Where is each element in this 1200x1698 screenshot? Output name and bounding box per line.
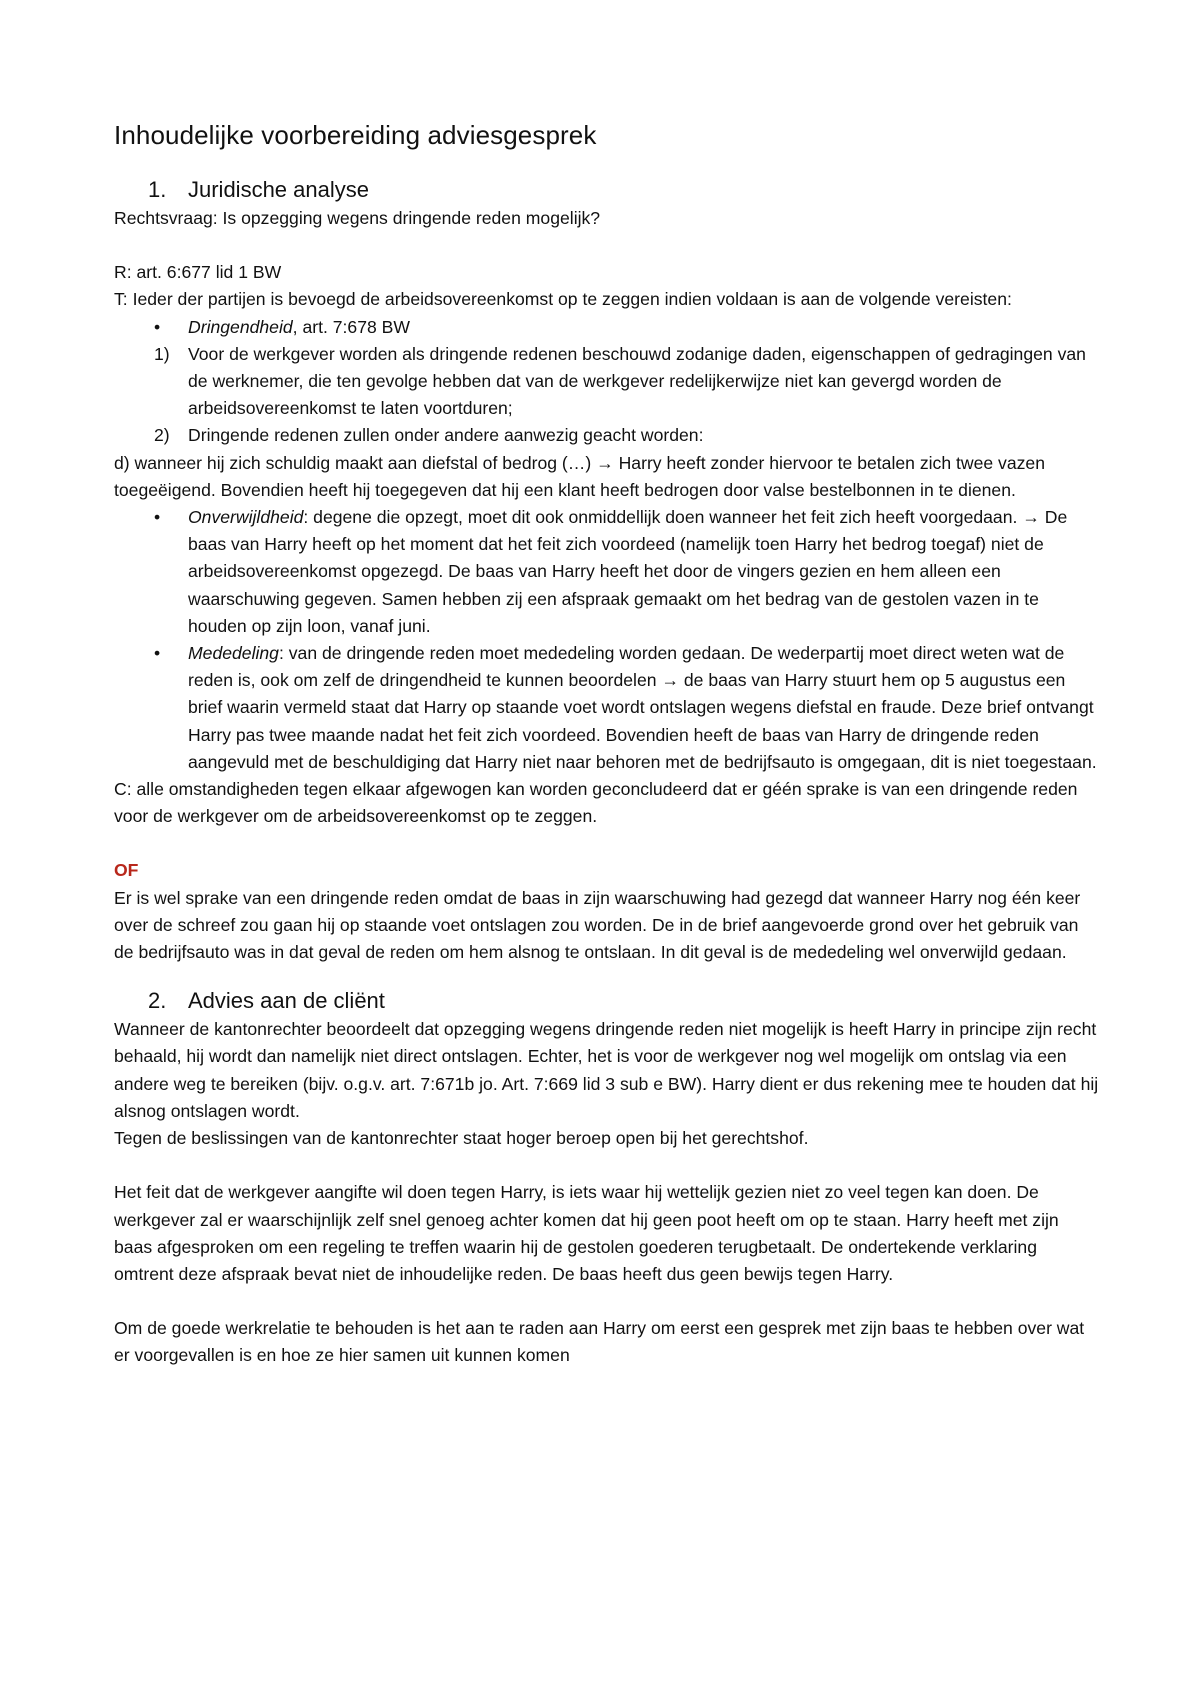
term-text: : degene die opzegt, moet dit ook onmiddellijk doen wanneer het feit zich heeft voorgedaan. → De baas van Harry heeft op het moment dat het feit zich voordeed (namelijk toen Harry het bedrog toegaf) niet de arbeidsovereenkomst opgezegd. De baas van Harry heeft het door de vingers gezien en hem alleen een waarschuwing gegeven. Samen hebben zij een afspraak gemaakt om het bedrag van de gestolen vazen in te houden op zijn loon, vanaf juni. [188,507,1068,636]
requirements-list [114,314,1100,341]
document-title: Inhoudelijke voorbereiding adviesgesprek [114,120,597,150]
term-text: , art. 7:678 BW [292,316,411,337]
numbered-list [114,341,1100,450]
paragraph-d: d) wanneer hij zich schuldig maakt aan diefstal of bedrog (…) → Harry heeft zonder hiervoor te betalen zich twee vazen toegeëigend. Bovendien heeft hij toegegeven dat hij een klant heeft bedrogen door valse bestelbonnen in te dienen. [114,452,1045,500]
legal-question: Rechtsvraag: Is opzegging wegens dringende reden mogelijk? [114,208,601,228]
item-number: 2) [154,425,170,446]
section-title: Juridische analyse [188,177,369,202]
section-title: Advies aan de cliënt [188,988,385,1014]
bullet-icon: • [154,507,161,528]
of-label: OF [114,860,139,881]
term-text: : van de dringende reden moet mededeling worden gedaan. De wederpartij moet direct weten wat de reden is, ook om zelf de dringendheid te kunnen beoordelen → de baas van Harry stuurt hem op 5 augustus een brief waarin vermeld staat dat Harry op staande voet wordt ontslagen wegens diefstal en fraude. Deze brief ontvangt Harry pas twee maande nadat het feit zich voordeed. Bovendien heeft de baas van Harry de dringende reden aangevuld met de beschuldiging dat Harry niet naar behoren met de bedrijfsauto is omgegaan, dit is niet toegestaan. [188,643,1097,772]
advice-paragraph-1: Wanneer de kantonrechter beoordeelt dat opzegging wegens dringende reden niet mogelijk is heeft Harry in principe zijn recht behaald, hij wordt dan namelijk niet direct ontslagen. Echter, het is voor de werkgever nog wel mogelijk om ontslag via een andere weg te bereiken (bijv. o.g.v. art. 7:671b jo. Art. 7:669 lid 3 sub e BW). Harry dient er dus rekening mee te houden dat hij alsnog ontslagen wordt. [114,1019,1099,1121]
item-text: Voor de werkgever worden als dringende redenen beschouwd zodanige daden, eigenschappen of gedragingen van de werknemer, die ten gevolge hebben dat van de werkgever redelijkerwijze niet kan gevergd worden de arbeidsovereenkomst te laten voortduren; [188,343,1086,419]
list-item-mededeling [114,640,1100,776]
advice-paragraph-4: Om de goede werkrelatie te behouden is het aan te raden aan Harry om eerst een gesprek met zijn baas te hebben over wat er voorgevallen is en hoe ze hier samen uit kunnen komen [114,1318,1085,1366]
advice-paragraph-2: Tegen de beslissingen van de kantonrechter staat hoger beroep open bij het gerechtshof. [114,1128,809,1149]
section-number: 2. [148,988,167,1014]
rule-line: R: art. 6:677 lid 1 BW [114,262,282,283]
section-number: 1. [148,177,167,202]
numbered-item-1 [114,341,1100,423]
term-label: Onverwijldheid [188,507,304,528]
numbered-item-2 [114,422,1100,449]
term-label: Dringendheid [188,316,293,337]
term-label: Mededeling [188,643,279,664]
list-item-onverwijldheid [114,504,1100,640]
alternative-paragraph: Er is wel sprake van een dringende reden omdat de baas in zijn waarschuwing had gezegd dat wanneer Harry nog één keer over de schreef zou gaan hij op staande voet ontslagen zou worden. De in de brief aangevoerde grond over het gebruik van de bedrijfsauto was in dat geval de reden om hem alsnog te ontslaan. In dit geval is de mededeling wel onverwijld gedaan. [114,887,1081,963]
conclusion-paragraph: C: alle omstandigheden tegen elkaar afgewogen kan worden geconcludeerd dat er géén sprake is van een dringende reden voor de werkgever om de arbeidsovereenkomst op te zeggen. [114,779,1078,827]
bullet-icon: • [154,643,161,664]
text-line: T: Ieder der partijen is bevoegd de arbeidsovereenkomst op te zeggen indien voldaan is aan de volgende vereisten: [114,289,1012,310]
section-heading-juridische-analyse [114,177,1100,203]
section-heading-advies [114,988,1100,1014]
list-item-dringendheid [114,314,1100,341]
requirements-list-continued [114,504,1100,776]
item-number: 1) [154,343,170,364]
item-text: Dringende redenen zullen onder andere aanwezig geacht worden: [188,425,704,446]
advice-paragraph-3: Het feit dat de werkgever aangifte wil doen tegen Harry, is iets waar hij wettelijk gezien niet zo veel tegen kan doen. De werkgever zal er waarschijnlijk zelf snel genoeg achter komen dat hij geen poot heeft om op te staan. Harry heeft met zijn baas afgesproken om een regeling te treffen waarin hij de gestolen goederen terugbetaalt. De ondertekende verklaring omtrent deze afspraak bevat niet de inhoudelijke reden. De baas heeft dus geen bewijs tegen Harry. [114,1182,1059,1284]
bullet-icon: • [154,316,161,337]
